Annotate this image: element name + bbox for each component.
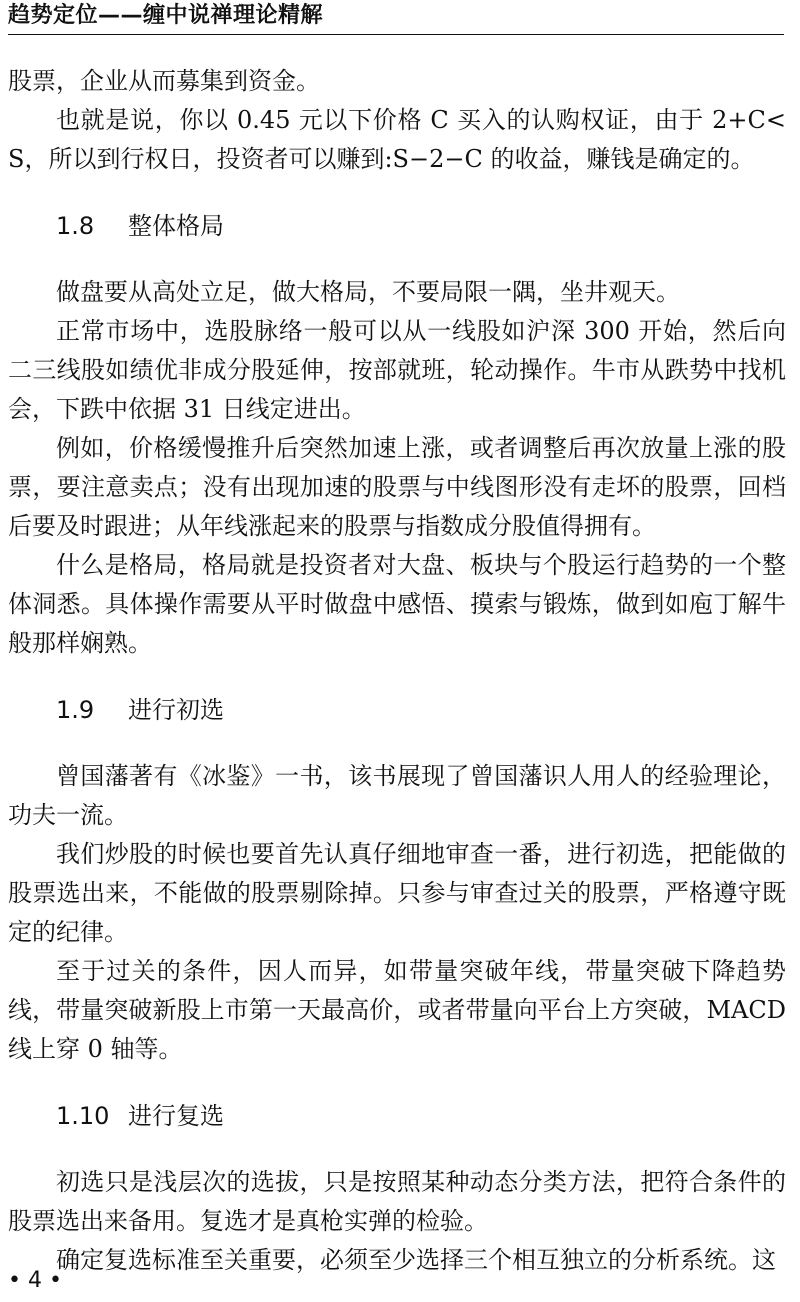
paragraph: 确定复选标准至关重要，必须至少选择三个相互独立的分析系统。这 — [56, 1246, 776, 1274]
paragraph: 曾国藩著有《冰鉴》一书，该书展现了曾国藩识人用人的经验理论，功夫一流。 — [8, 762, 786, 829]
paragraph: 我们炒股的时候也要首先认真仔细地审查一番，进行初选，把能做的股票选出来，不能做的股票剔除掉。只参与审查过关的股票，严格遵守既定的纪律。 — [8, 840, 786, 946]
section-number: 1.8 — [56, 212, 95, 240]
paragraph: 做盘要从高处立足，做大格局，不要局限一隅，坐井观天。 — [56, 278, 680, 306]
section-number: 1.10 — [56, 1102, 110, 1130]
page-number: • 4 • — [8, 1268, 62, 1293]
paragraph: 至于过关的条件，因人而异，如带量突破年线，带量突破下降趋势线，带量突破新股上市第一天最高价，或者带量向平台上方突破，MACD 线上穿 0 轴等。 — [8, 957, 786, 1063]
section-number: 1.9 — [56, 696, 95, 724]
paragraph: 也就是说，你以 0.45 元以下价格 C 买入的认购权证，由于 2+C<S，所以到行权日，投资者可以赚到:S−2−C 的收益，赚钱是确定的。 — [8, 106, 786, 173]
paragraph: 什么是格局，格局就是投资者对大盘、板块与个股运行趋势的一个整体洞悉。具体操作需要从平时做盘中感悟、摸索与锻炼，做到如庖丁解牛般那样娴熟。 — [8, 551, 786, 657]
running-header: 趋势定位——缠中说禅理论精解 — [8, 3, 324, 28]
section-heading-1-9 — [56, 685, 786, 735]
page-body — [8, 62, 786, 1280]
section-heading-1-8 — [56, 201, 786, 251]
section-heading-1-10 — [56, 1091, 786, 1141]
section-title: 进行初选 — [128, 696, 224, 724]
paragraph: 股票，企业从而募集到资金。 — [8, 67, 320, 95]
paragraph: 正常市场中，选股脉络一般可以从一线股如沪深 300 开始，然后向二三线股如绩优非成分股延伸，按部就班，轮动操作。牛市从跌势中找机会，下跌中依据 31 日线定进出。 — [8, 317, 786, 423]
header-rule — [8, 34, 784, 35]
paragraph: 初选只是浅层次的选拔，只是按照某种动态分类方法，把符合条件的股票选出来备用。复选才是真枪实弹的检验。 — [8, 1168, 786, 1235]
section-title: 进行复选 — [128, 1102, 224, 1130]
paragraph: 例如，价格缓慢推升后突然加速上涨，或者调整后再次放量上涨的股票，要注意卖点；没有出现加速的股票与中线图形没有走坏的股票，回档后要及时跟进；从年线涨起来的股票与指数成分股值得拥有。 — [8, 434, 786, 540]
section-title: 整体格局 — [128, 212, 224, 240]
